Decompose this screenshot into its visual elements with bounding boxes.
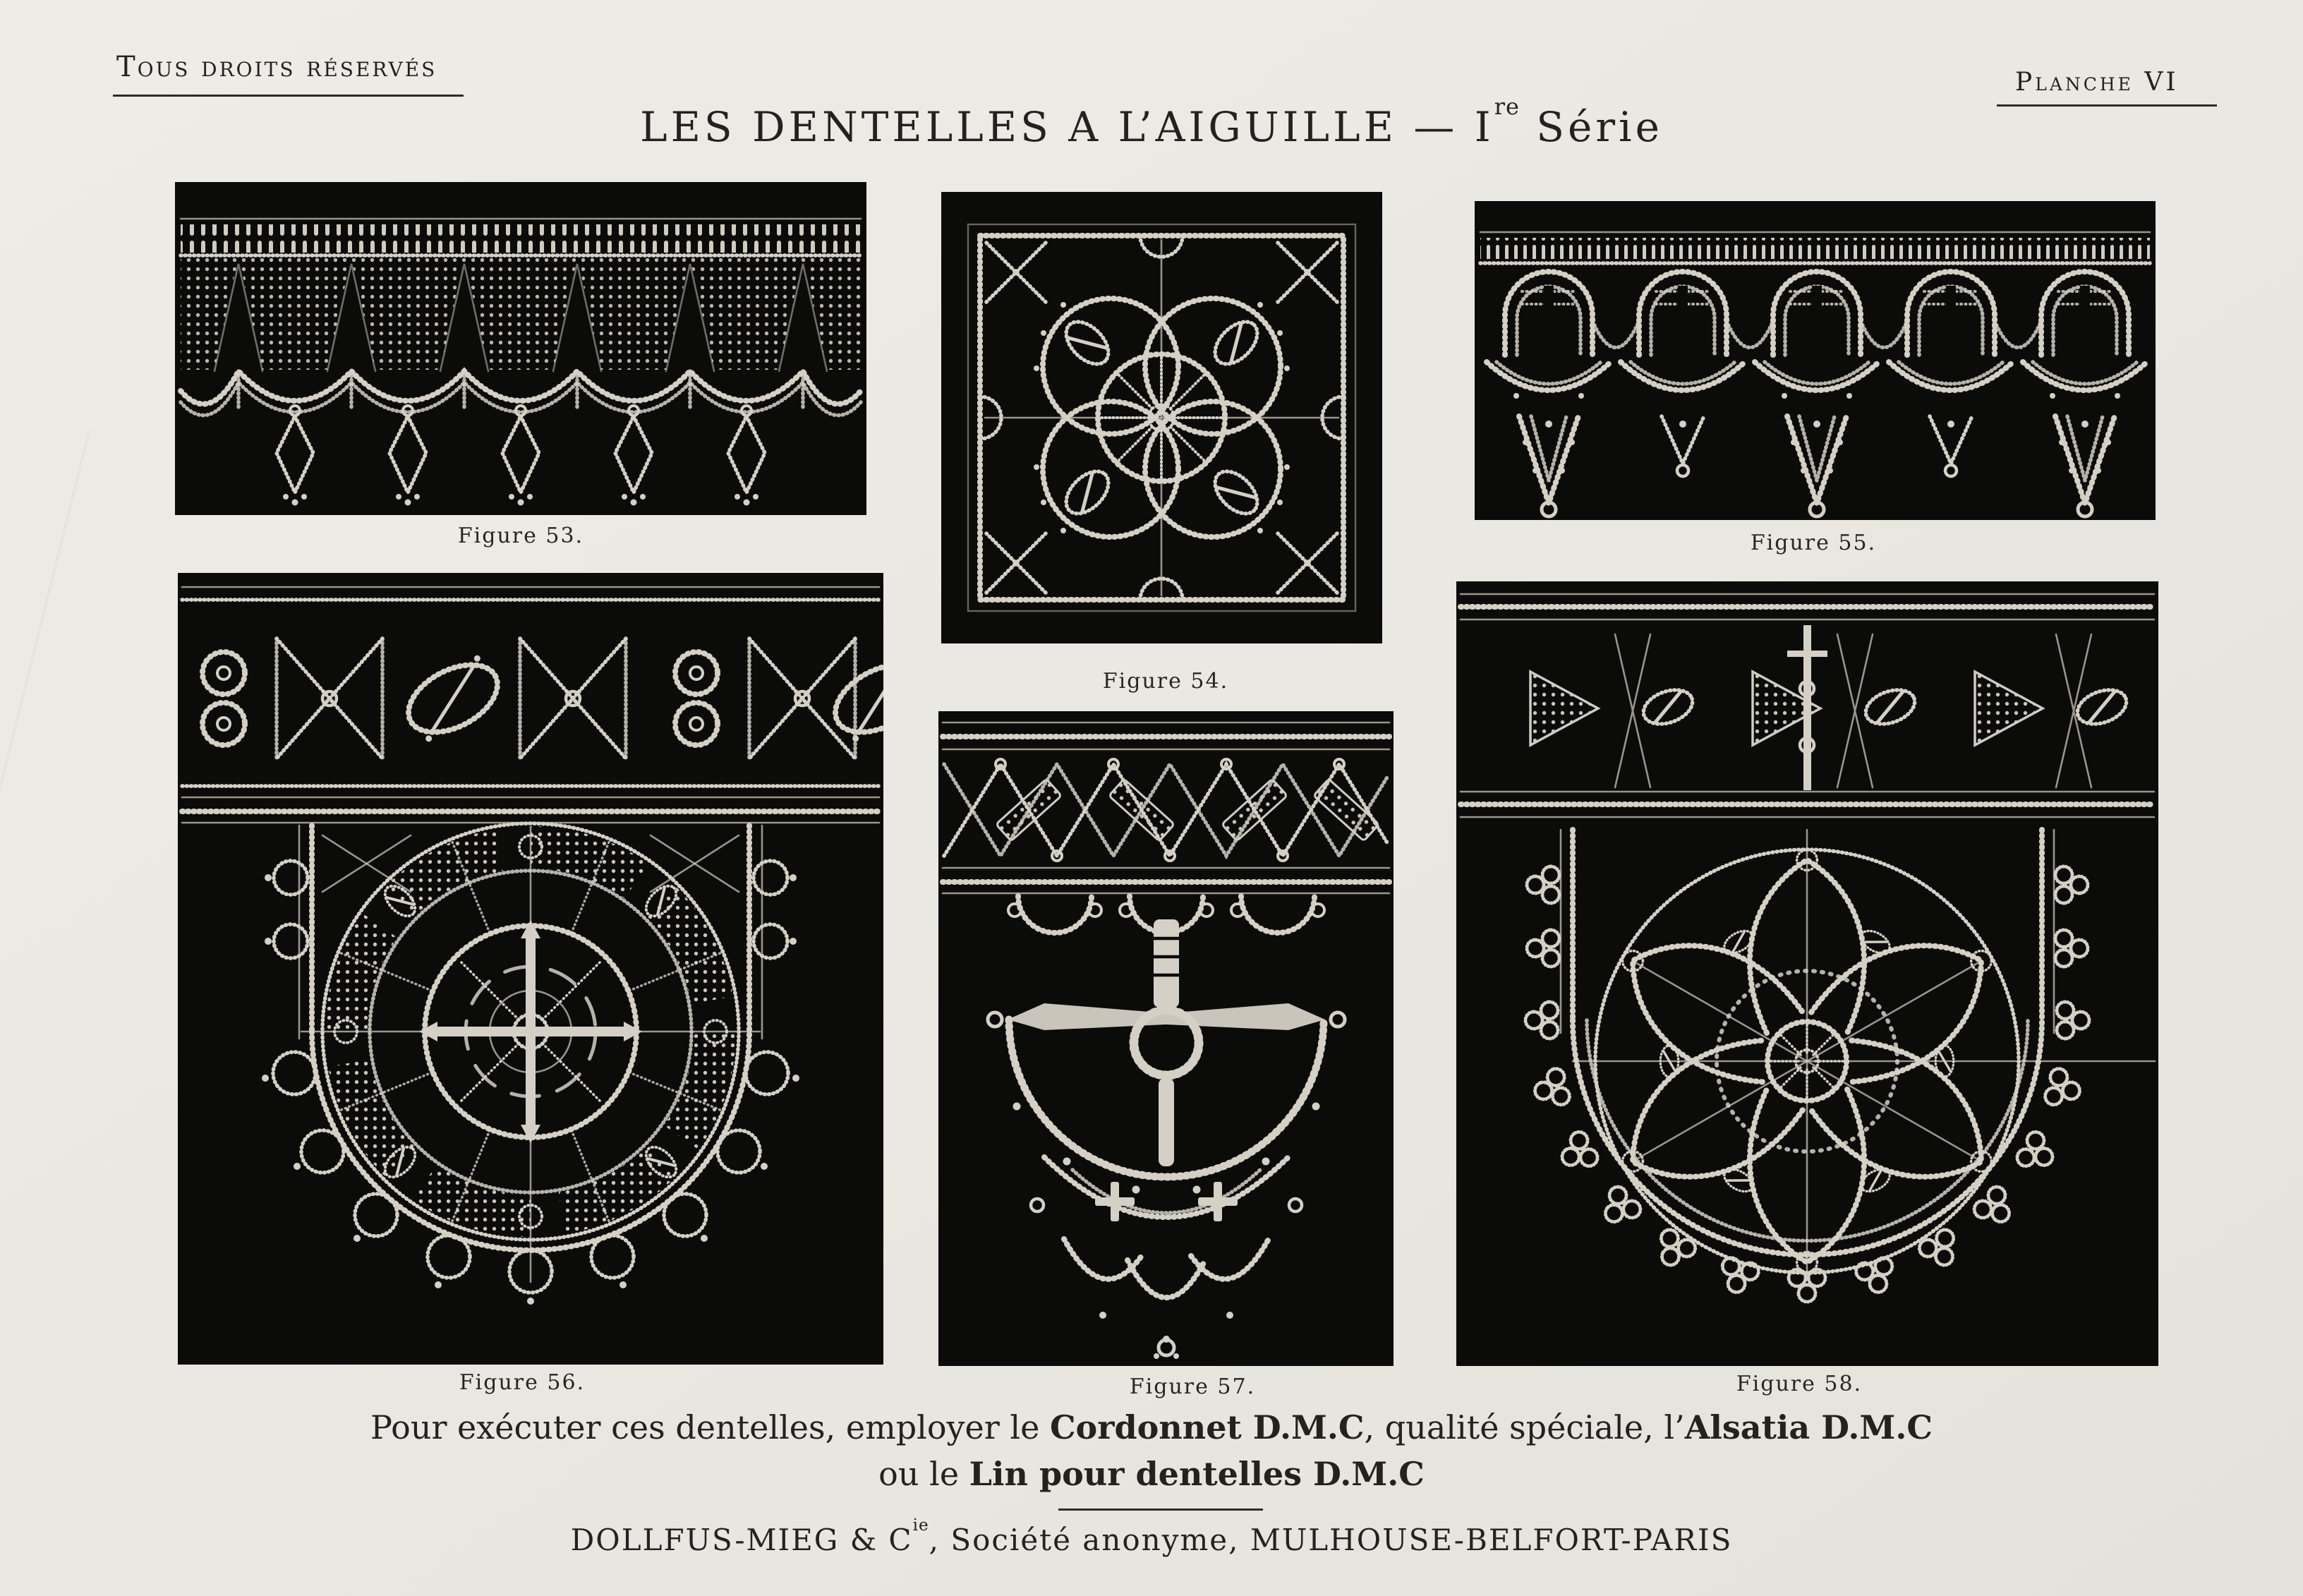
company-rest: , Société anonyme, MULHOUSE-BELFORT-PARIS — [929, 1523, 1733, 1557]
rights-underline — [113, 95, 464, 97]
footer-underline — [1058, 1509, 1263, 1511]
lace-medallion-56 — [178, 573, 883, 1365]
lace-medallion-58 — [1456, 581, 2158, 1366]
page-title — [0, 93, 2303, 151]
footer-line1-a: Pour exécuter ces dentelles, employer le — [370, 1408, 1050, 1446]
footer-line2-lin: Lin pour dentelles D.M.C — [969, 1455, 1425, 1493]
figure-56-caption: Figure 56. — [459, 1370, 586, 1395]
figure-54-photo — [941, 192, 1382, 643]
footer-line2-a: ou le — [878, 1455, 969, 1493]
title-superscript: re — [1494, 93, 1520, 121]
plate-label: Planche VI — [2015, 68, 2179, 97]
figure-55-caption: Figure 55. — [1750, 531, 1877, 555]
figure-53-photo — [175, 182, 866, 515]
figure-57-caption: Figure 57. — [1129, 1374, 1256, 1399]
footer-line2 — [0, 1455, 2303, 1493]
rights-notice: Tous droits réservés — [116, 51, 437, 83]
company-superscript: ie — [912, 1516, 929, 1535]
footer-line1-cordonnet: Cordonnet D.M.C — [1049, 1408, 1365, 1446]
company-line — [0, 1516, 2303, 1557]
footer-line1-alsatia: Alsatia D.M.C — [1684, 1408, 1933, 1446]
lace-edging-55 — [1475, 201, 2156, 520]
company-name: DOLLFUS-MIEG & C — [570, 1523, 913, 1557]
lace-insertion-57 — [938, 711, 1394, 1366]
lace-square-54 — [941, 192, 1382, 643]
figure-55-photo — [1475, 201, 2156, 520]
figure-53-caption: Figure 53. — [457, 524, 584, 548]
figure-54-caption: Figure 54. — [1102, 669, 1229, 694]
paper-crease — [0, 430, 90, 910]
lace-edging-53 — [175, 182, 866, 515]
figure-57-photo — [938, 711, 1394, 1366]
figure-56-photo — [178, 573, 883, 1365]
figure-58-caption: Figure 58. — [1736, 1372, 1863, 1396]
title-tail: Série — [1519, 103, 1663, 151]
title-main: LES DENTELLES A L’AIGUILLE — I — [640, 103, 1494, 151]
footer-line1 — [0, 1408, 2303, 1446]
footer-line1-c: , qualité spéciale, l’ — [1364, 1408, 1685, 1446]
figure-58-photo — [1456, 581, 2158, 1366]
